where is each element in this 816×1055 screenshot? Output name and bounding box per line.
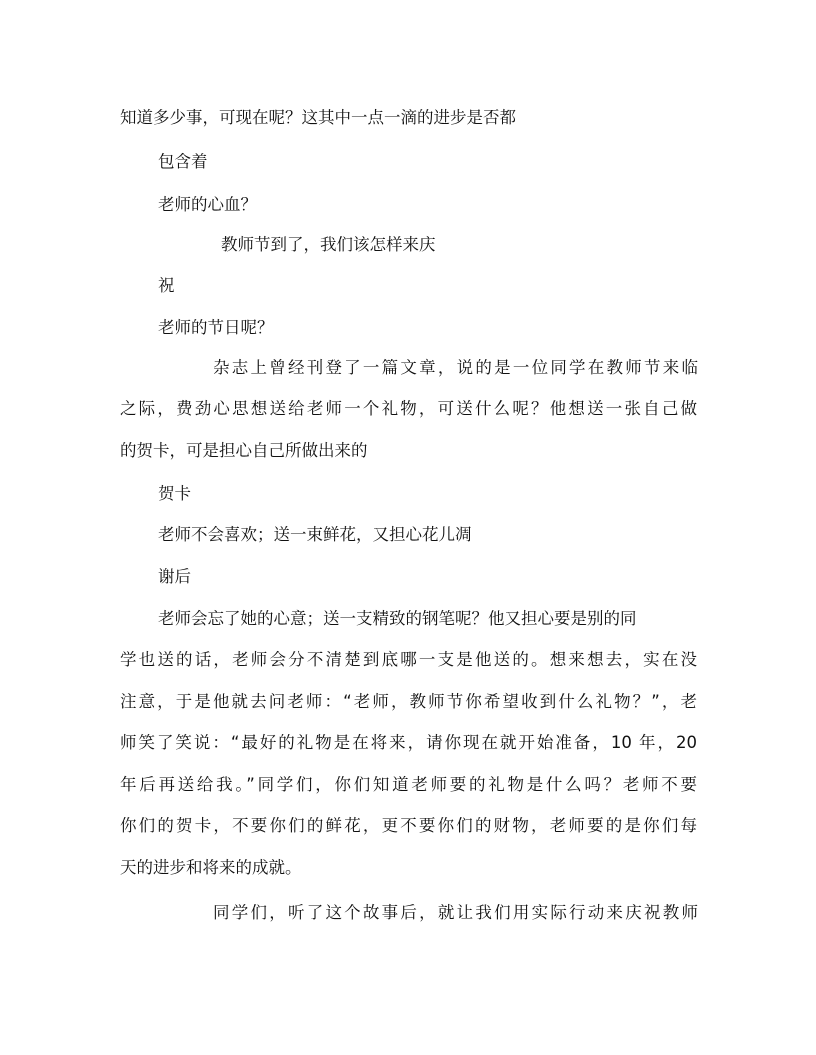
text-line-13: 老师会忘了她的心意；送一支精致的钢笔呢？他又担心要是别的同 — [158, 609, 637, 628]
text-line-20: 同学们，听了这个故事后，就让我们用实际行动来庆祝教师 — [213, 903, 698, 922]
text-line-11: 老师不会喜欢；送一束鲜花，又担心花儿凋 — [158, 525, 472, 544]
text-line-10: 贺卡 — [158, 484, 191, 503]
text-line-7: 杂志上曾经刊登了一篇文章，说的是一位同学在教师节来临 — [213, 358, 698, 377]
text-line-14: 学也送的话，老师会分不清楚到底哪一支是他送的。想来想去，实在没 — [120, 650, 697, 669]
text-line-9: 的贺卡，可是担心自己所做出来的 — [120, 441, 368, 460]
text-line-19: 天的进步和将来的成就。 — [120, 858, 302, 877]
text-line-1: 知道多少事，可现在呢？这其中一点一滴的进步是否都 — [120, 108, 516, 127]
text-line-18: 你们的贺卡，不要你们的鲜花，更不要你们的财物，老师要的是你们每 — [120, 816, 697, 835]
text-line-3: 老师的心血？ — [158, 195, 257, 214]
text-line-5: 祝 — [158, 276, 175, 295]
text-line-17: 年后再送给我。”同学们，你们知道老师要的礼物是什么吗？老师不要 — [120, 775, 697, 794]
text-line-2: 包含着 — [158, 152, 208, 171]
text-line-8: 之际，费劲心思想送给老师一个礼物，可送什么呢？他想送一张自己做 — [120, 399, 697, 418]
text-line-12: 谢后 — [158, 567, 191, 586]
text-line-4: 教师节到了，我们该怎样来庆 — [221, 235, 436, 254]
text-line-16: 师笑了笑说：“最好的礼物是在将来，请你现在就开始准备，10 年，20 — [120, 733, 697, 752]
text-line-15: 注意，于是他就去问老师：“老师，教师节你希望收到什么礼物？”，老 — [120, 692, 697, 711]
text-line-6: 老师的节日呢？ — [158, 318, 274, 337]
